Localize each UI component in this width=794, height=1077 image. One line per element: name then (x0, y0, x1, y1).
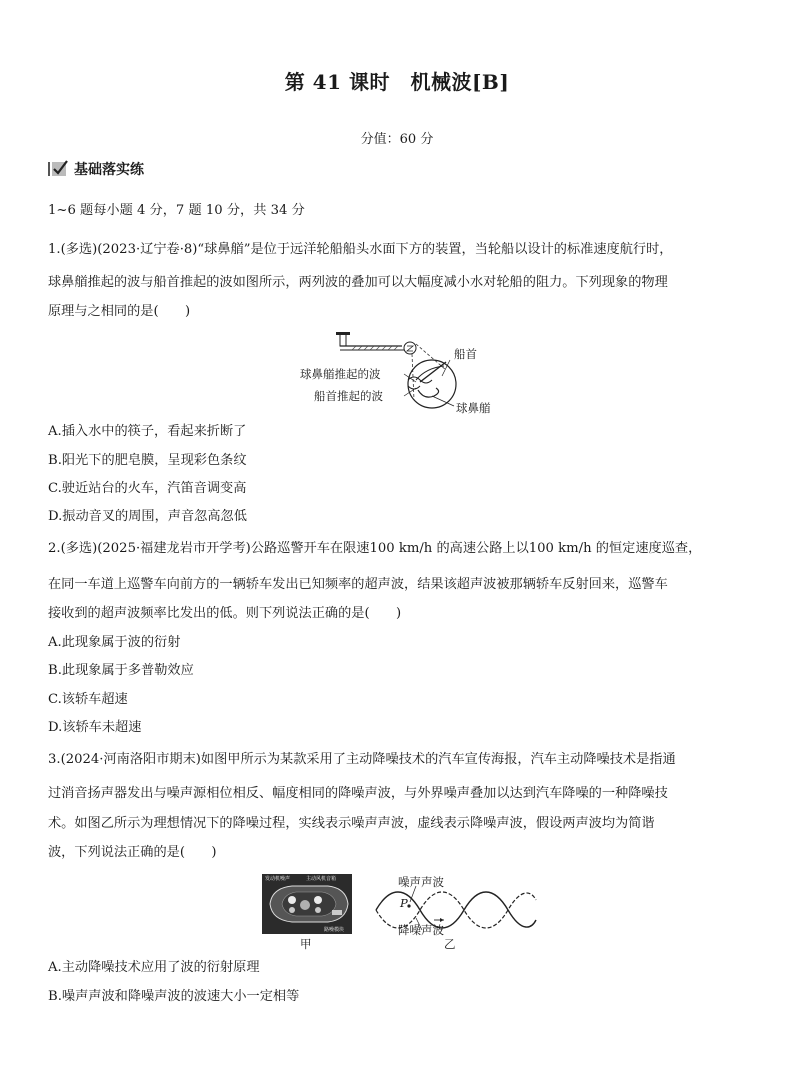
section-checklist-icon (48, 160, 68, 178)
q1-option-a: A.插入水中的筷子，看起来折断了 (48, 424, 247, 439)
poster-text-3: 路噪模块 (324, 927, 345, 933)
q1-option-d: D.振动音叉的周围，声音忽高忽低 (48, 509, 247, 524)
q1-ship-figure (296, 330, 516, 420)
q1-option-b: B.阳光下的肥皂膜，呈现彩色条纹 (48, 453, 247, 468)
q2-option-b: B.此现象属于多普勒效应 (48, 663, 194, 678)
q2-stem-line-2: 在同一车道上巡警车向前方的一辆轿车发出已知频率的超声波，结果该超声波被那辆轿车反射回来，巡警车 (48, 577, 668, 592)
instructions: 1~6 题每小题 4 分，7 题 10 分，共 34 分 (48, 203, 305, 218)
q3-stem-line-2: 过消音扬声器发出与噪声源相位相反、幅度相同的降噪声波，与外界噪声叠加以达到汽车降噪的一种降噪技 (48, 786, 668, 801)
section-title: 基础落实练 (74, 162, 144, 178)
q3-option-a: A.主动降噪技术应用了波的衍射原理 (48, 960, 260, 975)
q2-option-c: C.该轿车超速 (48, 692, 128, 707)
q1-stem-line-1: 1.(多选)(2023·辽宁卷·8)“球鼻艏”是位于远洋轮船船头水面下方的装置，当轮船以设计的标准速度航行时， (48, 242, 673, 257)
q3-stem-line-1: 3.(2024·河南洛阳市期末)如图甲所示为某款采用了主动降噪技术的汽车宣传海报，汽车主动降噪技术是指通 (48, 752, 676, 767)
label-point-p: P (400, 896, 408, 910)
label-noise-wave: 噪声声波 (398, 875, 444, 889)
q1-stem-line-3: 原理与之相同的是( ) (48, 304, 191, 319)
q1-option-c: C.驶近站台的火车，汽笛音调变高 (48, 481, 247, 496)
poster-text-1: 发动机噪声 (265, 876, 291, 882)
q3-option-b: B.噪声声波和降噪声波的波速大小一定相等 (48, 989, 300, 1004)
label-anti-noise-wave: 降噪声波 (398, 923, 444, 937)
caption-a: 甲 (300, 937, 312, 951)
caption-b: 乙 (444, 937, 456, 951)
q2-stem-line-1: 2.(多选)(2025·福建龙岩市开学考)公路巡警开车在限速100 km/h 的高速公路上以100 km/h 的恒定速度巡查， (48, 541, 702, 556)
q2-option-d: D.该轿车未超速 (48, 720, 142, 735)
q2-stem-line-3: 接收到的超声波频率比发出的低。则下列说法正确的是( ) (48, 606, 402, 621)
q3-stem-line-3: 术。如图乙所示为理想情况下的降噪过程，实线表示噪声声波，虚线表示降噪声波，假设两声波均为简谐 (48, 816, 655, 831)
car-poster-image (262, 874, 352, 934)
q1-stem-line-2: 球鼻艏推起的波与船首推起的波如图所示，两列波的叠加可以大幅度减小水对轮船的阻力。下列现象的物理 (48, 275, 668, 290)
label-bow-wave: 船首推起的波 (314, 389, 383, 403)
q3-stem-line-4: 波，下列说法正确的是( ) (48, 845, 217, 860)
q2-option-a: A.此现象属于波的衍射 (48, 635, 181, 650)
noise-wave-figure (372, 872, 542, 950)
score-text: 分值：60 分 (360, 132, 434, 147)
label-bow: 船首 (454, 347, 477, 361)
poster-text-2: 主动风机音箱 (306, 876, 337, 882)
page-title: 第 41 课时 机械波[B] (284, 70, 510, 94)
label-bulb: 球鼻艏 (456, 401, 491, 415)
label-bulb-wave: 球鼻艏推起的波 (300, 367, 381, 381)
